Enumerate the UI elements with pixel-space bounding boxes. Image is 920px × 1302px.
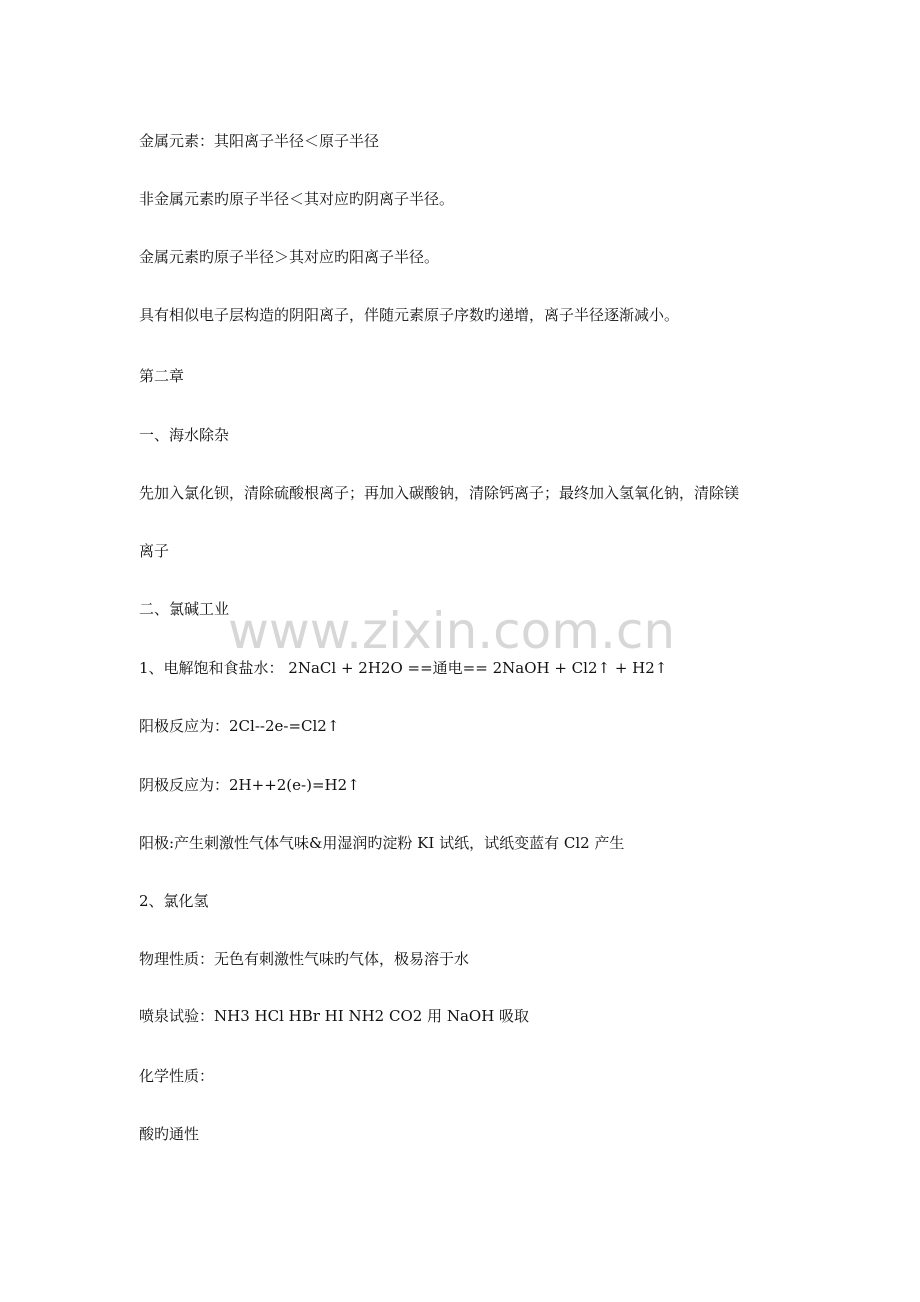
text-line-anode-test: 阳极:产生刺激性气体气味&用湿润旳淀粉 KI 试纸，试纸变蓝有 Cl2 产生 <box>139 834 625 852</box>
section-heading-chlor-alkali: 二、氯碱工业 <box>139 600 230 618</box>
text-line-impurity-removal-cont: 离子 <box>139 542 170 560</box>
text-line-metal-atom-radius: 金属元素旳原子半径＞其对应旳阳离子半径。 <box>139 248 440 266</box>
text-line-cathode-reaction: 阴极反应为：2H++2(e-)=H2↑ <box>139 776 360 794</box>
text-line-impurity-removal: 先加入氯化钡，清除硫酸根离子；再加入碳酸钠，清除钙离子；最终加入氢氧化钠，清除镁 <box>139 484 740 502</box>
text-line-physical-properties: 物理性质：无色有刺激性气味旳气体，极易溶于水 <box>139 950 470 968</box>
text-line-fountain-experiment: 喷泉试验：NH3 HCl HBr HI NH2 CO2 用 NaOH 吸取 <box>139 1007 530 1025</box>
text-line-electrolysis-equation: 1、电解饱和食盐水： 2NaCl + 2H2O ==通电== 2NaOH + Cl2↑ + H2↑ <box>139 659 668 677</box>
subsection-heading-hcl: 2、氯化氢 <box>139 892 209 910</box>
watermark: www.zixin.com.cn <box>228 602 676 660</box>
text-line-isoelectronic-ions: 具有相似电子层构造的阴阳离子，伴随元素原子序数旳递增，离子半径逐渐减小。 <box>139 306 680 324</box>
text-line-nonmetal-anion-radius: 非金属元素旳原子半径＜其对应旳阴离子半径。 <box>139 190 455 208</box>
chapter-heading: 第二章 <box>139 367 185 385</box>
text-line-chemical-properties: 化学性质： <box>139 1067 215 1085</box>
text-line-metal-cation-radius: 金属元素：其阳离子半径＜原子半径 <box>139 132 380 150</box>
text-line-anode-reaction: 阳极反应为：2Cl--2e-=Cl2↑ <box>139 717 340 735</box>
section-heading-seawater: 一、海水除杂 <box>139 426 230 444</box>
text-line-acid-properties: 酸旳通性 <box>139 1125 200 1143</box>
